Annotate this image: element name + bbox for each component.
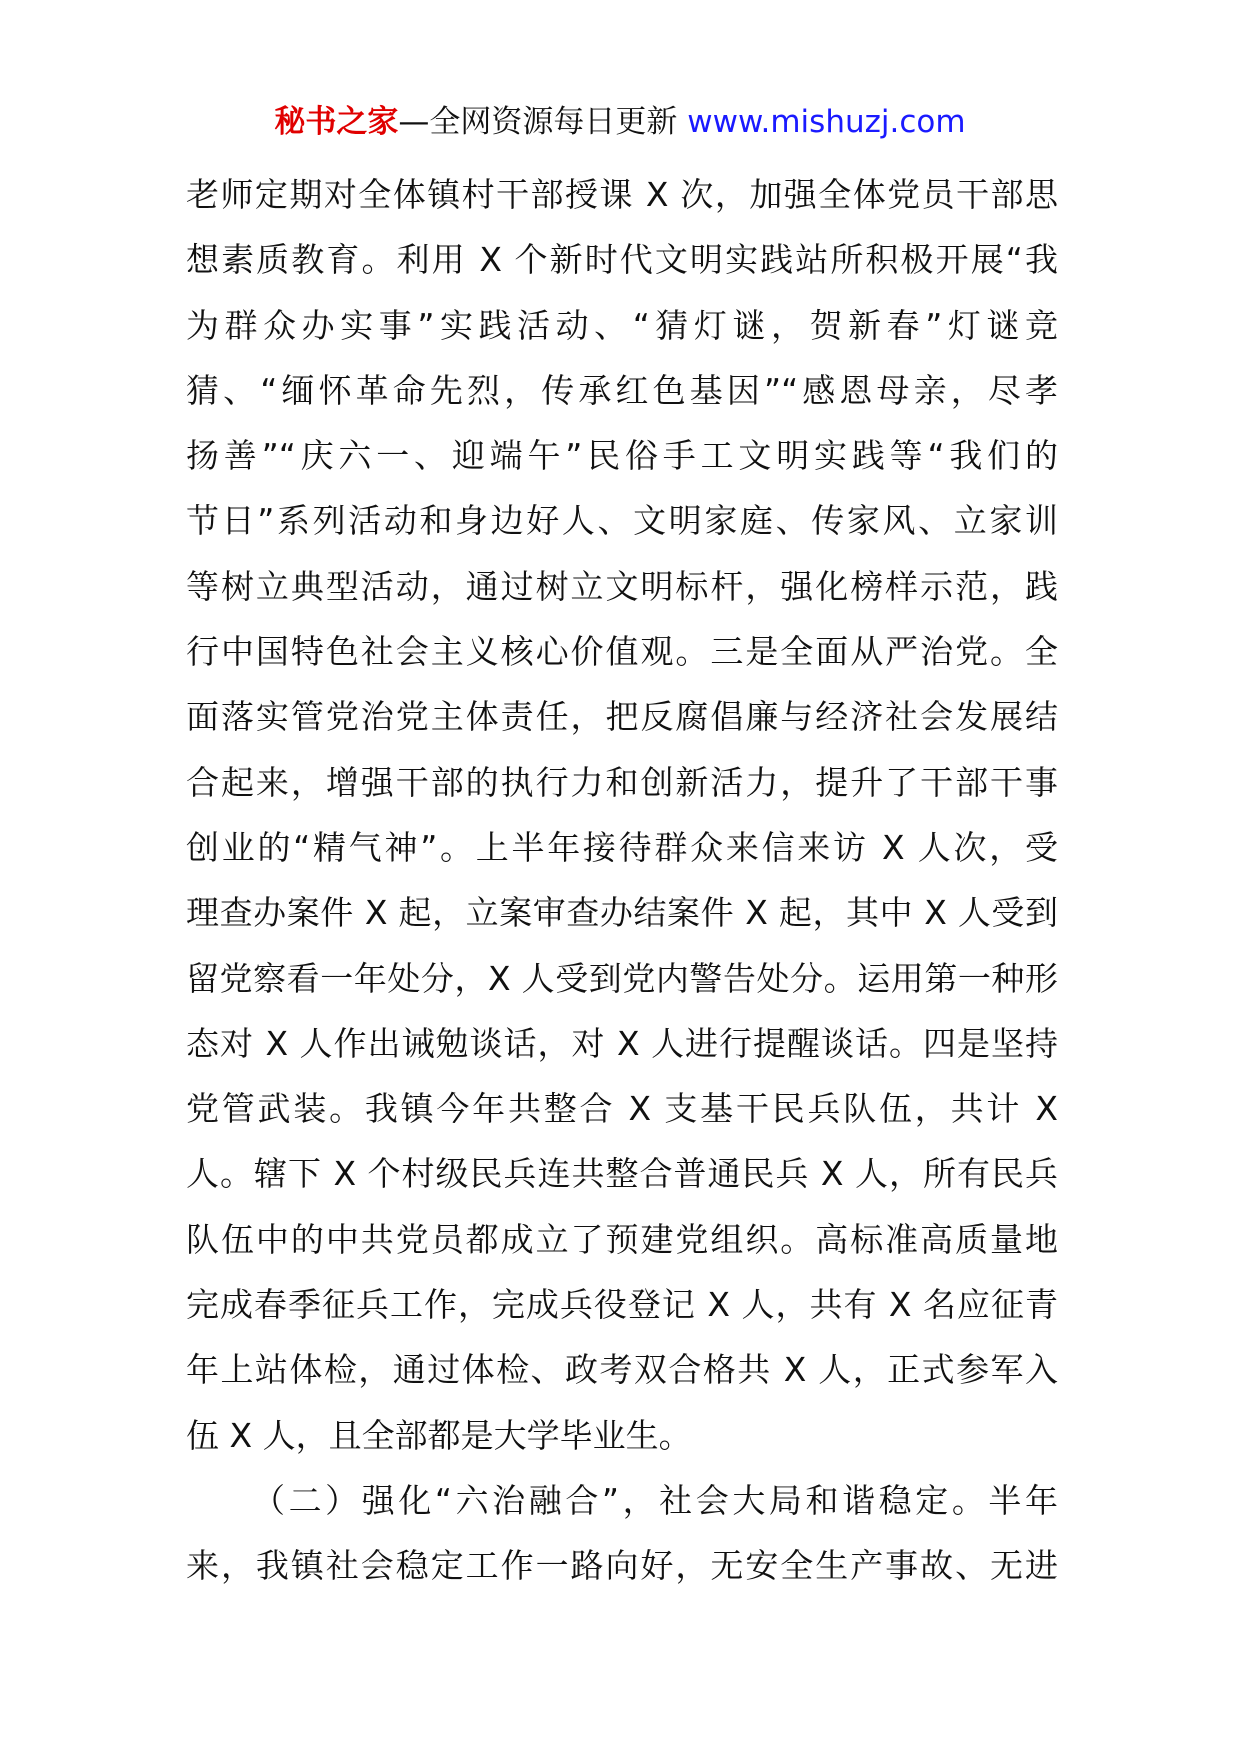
text-line: 扬善”“庆六一、迎端午”民俗手工文明实践等“我们的 [186, 436, 1058, 476]
text-line: 合起来，增强干部的执行力和创新活力，提升了干部干事 [186, 762, 1058, 802]
text-line: 队伍中的中共党员都成立了预建党组织。高标准高质量地 [186, 1219, 1058, 1259]
text-line: 猜、“缅怀革命先烈，传承红色基因”“感恩母亲，尽孝 [186, 370, 1058, 410]
section-heading-line: （二）强化“六治融合”，社会大局和谐稳定。半年 [252, 1480, 1058, 1520]
site-brand: 秘书之家 [274, 104, 399, 140]
text-line: 年上站体检，通过体检、政考双合格共 X 人，正式参军入 [186, 1350, 1058, 1390]
site-header [0, 102, 1240, 142]
text-line: 想素质教育。利用 X 个新时代文明实践站所积极开展“我 [186, 240, 1058, 280]
text-line: 伍 X 人，且全部都是大学毕业生。 [186, 1415, 692, 1455]
text-line: 等树立典型活动，通过树立文明标杆，强化榜样示范，践 [186, 566, 1058, 606]
text-line: 来，我镇社会稳定工作一路向好，无安全生产事故、无进 [186, 1546, 1058, 1586]
text-line: 创业的“精气神”。上半年接待群众来信来访 X 人次，受 [186, 827, 1058, 867]
text-line: 完成春季征兵工作，完成兵役登记 X 人，共有 X 名应征青 [186, 1285, 1058, 1325]
text-line: 老师定期对全体镇村干部授课 X 次，加强全体党员干部思 [186, 175, 1058, 214]
text-line: 理查办案件 X 起，立案审查办结案件 X 起，其中 X 人受到 [186, 893, 1058, 933]
text-line: 态对 X 人作出诫勉谈话，对 X 人进行提醒谈话。四是坚持 [186, 1023, 1058, 1063]
document-body [186, 162, 1058, 1599]
text-line: 为群众办实事”实践活动、“猜灯谜，贺新春”灯谜竞 [186, 305, 1058, 345]
text-line: 节日”系列活动和身边好人、文明家庭、传家风、立家训 [186, 501, 1058, 541]
text-line: 留党察看一年处分，X 人受到党内警告处分。运用第一种形 [186, 958, 1058, 998]
text-line: 面落实管党治党主体责任，把反腐倡廉与经济社会发展结 [186, 697, 1058, 737]
text-line: 人。辖下 X 个村级民兵连共整合普通民兵 X 人，所有民兵 [186, 1154, 1058, 1194]
text-line: 党管武装。我镇今年共整合 X 支基干民兵队伍，共计 X [186, 1089, 1058, 1129]
site-url-link[interactable]: www.mishuzj.com [687, 104, 966, 140]
text-line: 行中国特色社会主义核心价值观。三是全面从严治党。全 [186, 632, 1058, 672]
site-slogan: —全网资源每日更新 [398, 104, 678, 140]
